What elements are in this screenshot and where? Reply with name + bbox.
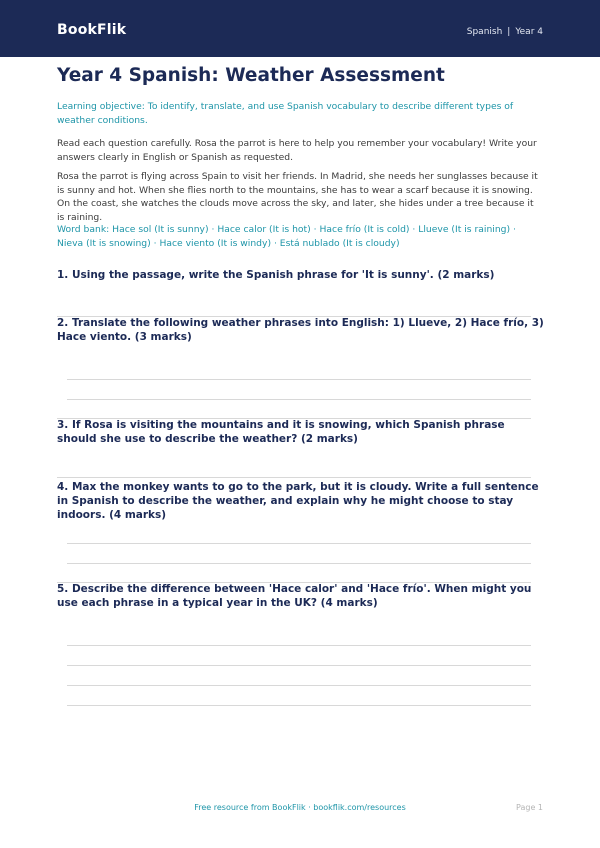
header-separator: | — [507, 27, 511, 37]
answer-line[interactable] — [67, 563, 531, 564]
reading-passage: Rosa the parrot is flying across Spain to visit her friends. In Madrid, she needs her sunglasses because it is sunny and hot. When she flies north to the mountains, she has to wear a scarf because it is snowing. On the coast, she watches the clouds move across the sky, and later, she hides under a tree because it is raining. — [57, 171, 538, 223]
header-meta — [467, 27, 543, 37]
footer-credit: Free resource from BookFlik · bookflik.com/resources — [194, 803, 406, 812]
answer-line[interactable] — [67, 399, 531, 400]
answer-line[interactable] — [67, 665, 531, 666]
learning-objective: Learning objective: To identify, translate, and use Spanish vocabulary to describe different types of weather conditions. — [57, 101, 514, 126]
page-number: Page 1 — [516, 803, 543, 812]
answer-line[interactable] — [67, 543, 531, 544]
question-2: 2. Translate the following weather phrases into English: 1) Llueve, 2) Hace frío, 3) Hace viento. (3 marks) — [57, 317, 544, 343]
page-title: Year 4 Spanish: Weather Assessment — [57, 65, 445, 86]
year-label: Year 4 — [515, 27, 543, 37]
answer-line[interactable] — [67, 705, 531, 706]
question-4: 4. Max the monkey wants to go to the park, but it is cloudy. Write a full sentence in Spanish to describe the weather, and explain why he might choose to stay indoors. (4 marks) — [57, 481, 539, 521]
page-header — [0, 0, 600, 57]
subject-label: Spanish — [466, 27, 503, 37]
answer-line[interactable] — [67, 379, 531, 380]
brand-logo: BookFlik — [57, 22, 127, 38]
answer-line[interactable] — [67, 645, 531, 646]
word-bank: Word bank: Hace sol (It is sunny) · Hace calor (It is hot) · Hace frío (It is cold) · Llueve (It is raining) · Nieva (It is snowing) · Hace viento (It is windy) · Está nublado (It is cloudy) — [57, 224, 516, 249]
question-1: 1. Using the passage, write the Spanish phrase for 'It is sunny'. (2 marks) — [57, 269, 495, 281]
instructions: Read each question carefully. Rosa the parrot is here to help you remember your vocabulary! Write your answers clearly in English or Spanish as requested. — [57, 138, 537, 163]
question-3: 3. If Rosa is visiting the mountains and it is snowing, which Spanish phrase should she use to describe the weather? (2 marks) — [57, 419, 505, 445]
question-5: 5. Describe the difference between 'Hace calor' and 'Hace frío'. When might you use each phrase in a typical year in the UK? (4 marks) — [57, 583, 532, 609]
question-divider — [57, 477, 531, 478]
answer-line[interactable] — [67, 685, 531, 686]
